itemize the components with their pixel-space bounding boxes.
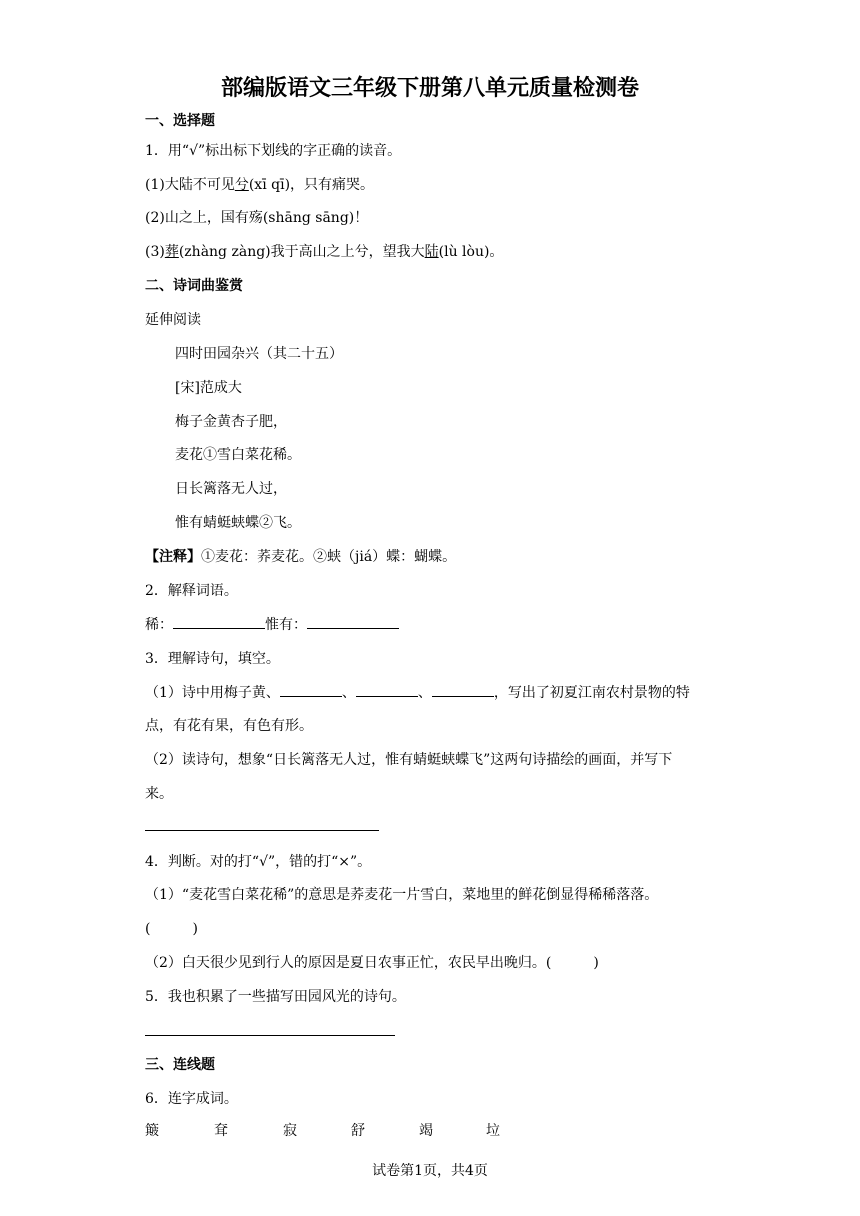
- question-4-part-1: （1）“麦花雪白菜花稀”的意思是荞麦花一片雪白，菜地里的鲜花倒显得稀稀落落。: [145, 887, 659, 903]
- poem-line-1: 梅子金黄杏子肥，: [175, 414, 287, 430]
- page-footer: 试卷第1页，共4页: [372, 1163, 488, 1179]
- judgement-paren[interactable]: ( ): [145, 921, 198, 937]
- match-char[interactable]: 耷: [214, 1123, 228, 1139]
- poem-author: [宋]范成大: [175, 380, 242, 396]
- question-1-item-2: (2)山之上，国有殇(shāng sāng)！: [145, 210, 369, 226]
- poem-line-3: 日长篱落无人过，: [175, 481, 287, 497]
- poem-intro: 延伸阅读: [145, 312, 201, 328]
- answer-blank[interactable]: [432, 682, 494, 697]
- question-1-item-3: (3)葬(zhàng zàng)我于高山之上兮，望我大陆(lù lòu)。: [145, 244, 504, 260]
- underlined-char: 葬: [164, 244, 179, 260]
- section-heading-choice: 一、选择题: [145, 113, 215, 129]
- question-2-stem: 2．解释词语。: [145, 583, 238, 599]
- match-char[interactable]: 簸: [145, 1123, 159, 1139]
- poem-notes: 【注释】①麦花：荞麦花。②蛱（jiá）蝶：蝴蝶。: [145, 549, 457, 565]
- question-2-blanks: 稀： 惟有：: [145, 614, 399, 636]
- poem-line-4: 惟有蜻蜓蛱蝶②飞。: [175, 515, 301, 531]
- page-title: 部编版语文三年级下册第八单元质量检测卷: [220, 76, 639, 101]
- answer-line[interactable]: [145, 1035, 395, 1036]
- match-char[interactable]: 寂: [283, 1123, 297, 1139]
- answer-blank[interactable]: [356, 682, 418, 697]
- match-char[interactable]: 竭: [419, 1123, 433, 1139]
- question-4-part-2: （2）白天很少见到行人的原因是夏日农事正忙，农民早出晚归。( ): [145, 955, 599, 971]
- question-3-stem: 3．理解诗句，填空。: [145, 651, 280, 667]
- answer-blank[interactable]: [173, 614, 265, 629]
- question-3-part-1-cont: 点，有花有果，有色有形。: [145, 718, 313, 734]
- underlined-char: 陆: [424, 244, 439, 260]
- underlined-char: 兮: [234, 177, 249, 193]
- answer-line[interactable]: [145, 830, 379, 831]
- question-3-part-1: （1）诗中用梅子黄、 、 、 ，写出了初夏江南农村景物的特: [145, 682, 690, 704]
- question-4-stem: 4．判断。对的打“√”，错的打“×”。: [145, 854, 372, 870]
- match-char[interactable]: 舒: [351, 1123, 365, 1139]
- question-3-part-2: （2）读诗句，想象“日长篱落无人过，惟有蜻蜓蛱蝶飞”这两句诗描绘的画面，并写下: [145, 752, 673, 768]
- section-heading-poetry: 二、诗词曲鉴赏: [145, 278, 243, 294]
- match-char[interactable]: 垃: [486, 1123, 500, 1139]
- poem-line-2: 麦花①雪白菜花稀。: [175, 447, 301, 463]
- question-5-stem: 5．我也积累了一些描写田园风光的诗句。: [145, 989, 406, 1005]
- section-heading-matching: 三、连线题: [145, 1057, 215, 1073]
- poem-title: 四时田园杂兴（其二十五）: [175, 346, 343, 362]
- answer-blank[interactable]: [280, 682, 342, 697]
- question-1-stem: 1．用“√”标出标下划线的字正确的读音。: [145, 143, 402, 159]
- question-1-item-1: (1)大陆不可见兮(xī qī)，只有痛哭。: [145, 177, 375, 193]
- notes-label: 【注释】: [145, 549, 201, 565]
- question-6-stem: 6．连字成词。: [145, 1091, 238, 1107]
- question-3-part-2-cont: 来。: [145, 786, 173, 802]
- answer-blank[interactable]: [307, 614, 399, 629]
